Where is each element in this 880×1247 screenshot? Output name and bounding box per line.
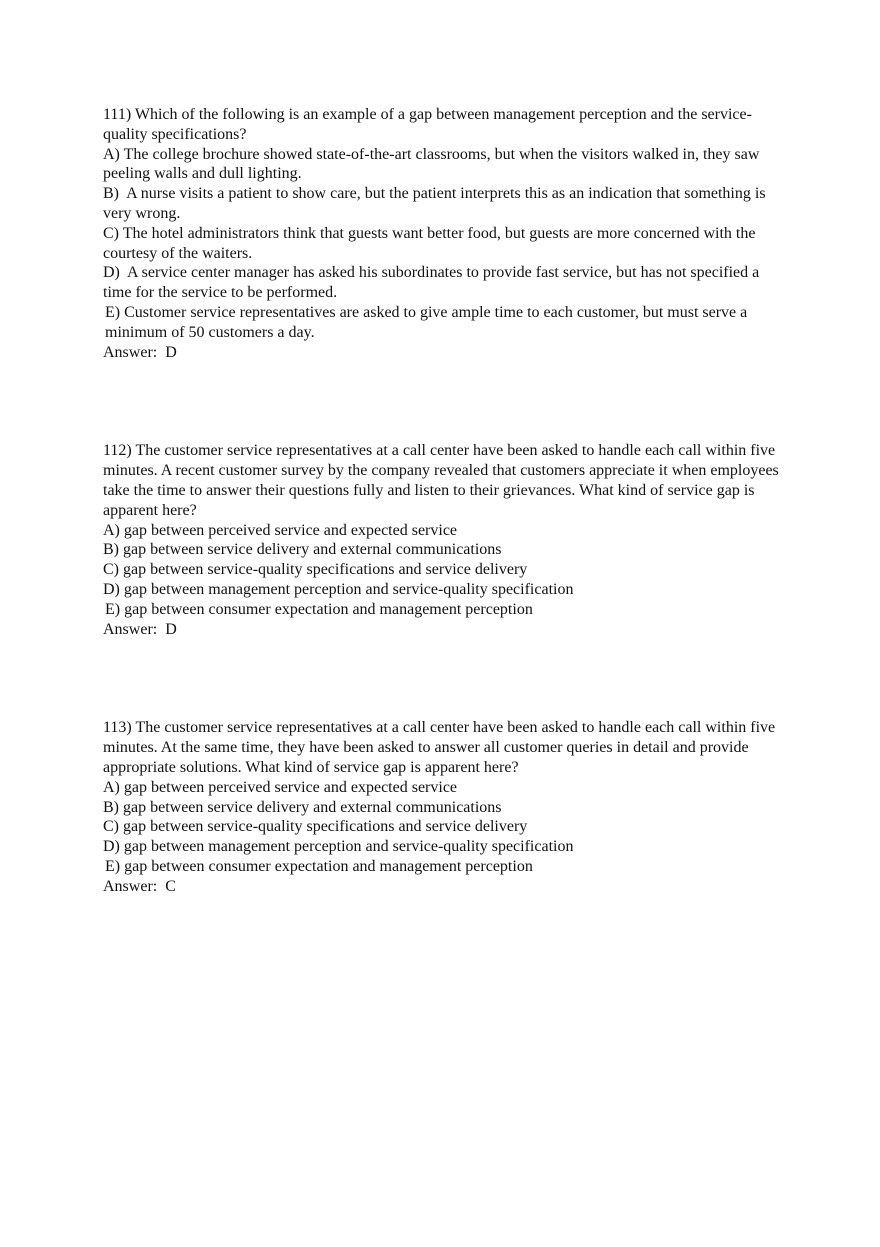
question-112 <box>103 441 783 639</box>
option-d: D) gap between management perception and service-quality specification <box>103 838 574 856</box>
option-c: C) The hotel administrators think that guests want better food, but guests are more concerned with the courtesy of the waiters. <box>103 224 760 262</box>
question-113 <box>103 718 783 896</box>
question-stem: 113) The customer service representatives at a call center have been asked to handle each call within five minutes. At the same time, they have been asked to answer all customer queries in detail and provide appropriate solutions. What kind of service gap is apparent here? <box>103 719 780 776</box>
option-d: D) A service center manager has asked his subordinates to provide fast service, but has not specified a time for the service to be performed. <box>103 264 764 302</box>
answer: Answer: D <box>103 343 177 361</box>
option-a: A) gap between perceived service and expected service <box>103 778 458 796</box>
question-stem: 111) Which of the following is an example of a gap between management perception and the service-quality specifications? <box>103 106 752 143</box>
option-e: E) gap between consumer expectation and management perception <box>105 600 533 618</box>
document-page <box>103 105 783 897</box>
answer: Answer: D <box>103 620 177 638</box>
question-stem: 112) The customer service representatives at a call center have been asked to handle each call within five minutes. A recent customer survey by the company revealed that customers appreciate it when employees take the time to answer their questions fully and listen to their grievances. What kind of service gap is apparent here? <box>103 442 783 519</box>
option-a: A) gap between perceived service and expected service <box>103 521 458 539</box>
option-c: C) gap between service-quality specifications and service delivery <box>103 818 528 836</box>
option-e: E) Customer service representatives are asked to give ample time to each customer, but must serve a minimum of 50 customers a day. <box>105 303 752 341</box>
option-b: B) A nurse visits a patient to show care, but the patient interprets this as an indication that something is very wrong. <box>103 185 770 222</box>
question-111 <box>103 105 783 362</box>
option-e: E) gap between consumer expectation and management perception <box>105 857 533 875</box>
answer: Answer: C <box>103 877 176 895</box>
option-b: B) gap between service delivery and external communications <box>103 798 502 816</box>
option-d: D) gap between management perception and service-quality specification <box>103 580 574 598</box>
option-b: B) gap between service delivery and external communications <box>103 541 502 559</box>
option-a: A) The college brochure showed state-of-the-art classrooms, but when the visitors walked in, they saw peeling walls and dull lighting. <box>103 145 764 183</box>
option-c: C) gap between service-quality specifications and service delivery <box>103 561 528 579</box>
